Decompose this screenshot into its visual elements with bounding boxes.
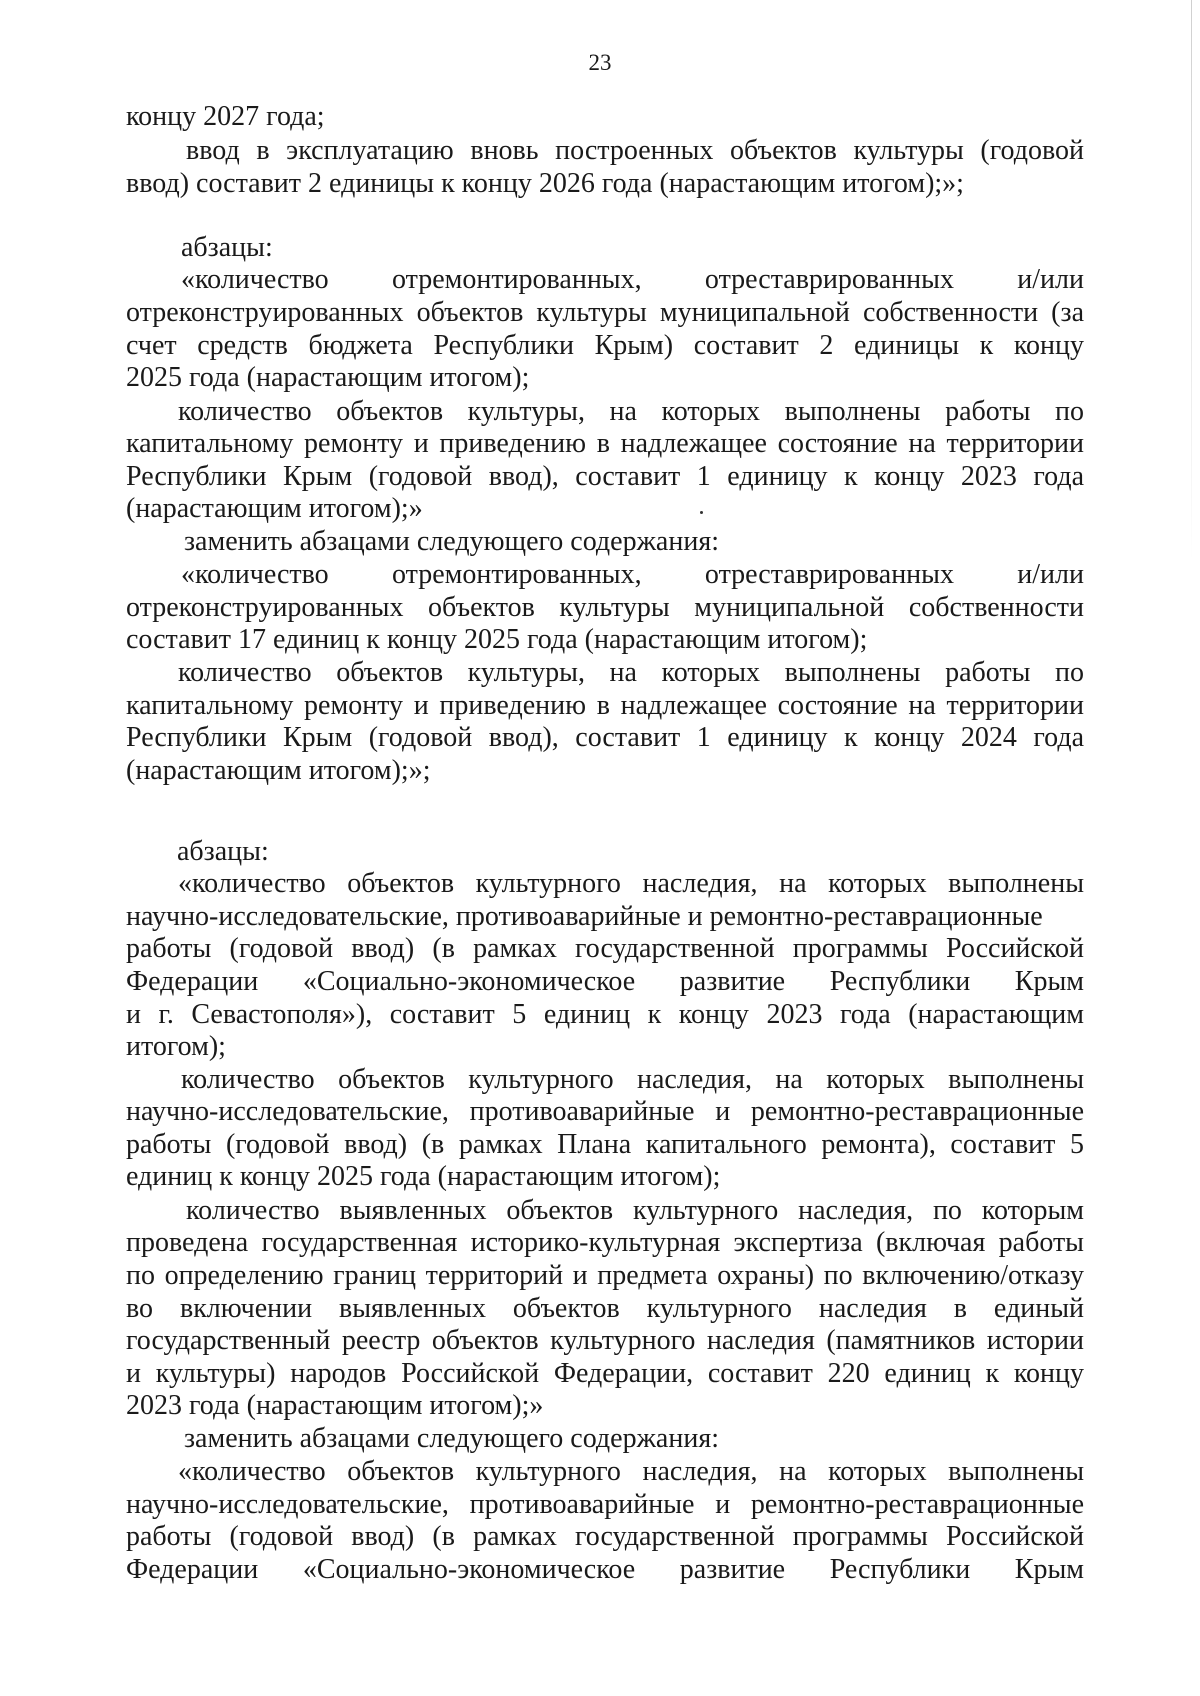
text-line: «количество объектов культурного наследия, на которых выполнены [178,1456,1084,1487]
text-line: государственный реестр объектов культурного наследия (памятников истории [126,1325,1084,1356]
scan-speck [700,511,703,514]
text-line: итогом); [126,1031,226,1062]
text-line: 2025 года (нарастающим итогом); [126,362,530,393]
text-line: работы (годовой ввод) (в рамках государственной программы Российской [126,933,1084,964]
text-line: (нарастающим итогом);»; [126,755,431,786]
text-line: заменить абзацами следующего содержания: [184,1423,719,1454]
text-line: капитальному ремонту и приведению в надлежащее состояние на территории [126,690,1084,721]
text-line: «количество отремонтированных, отреставрированных и/или [181,559,1084,590]
text-line: Федерации «Социально-экономическое развитие Республики Крым [126,1554,1084,1585]
text-line: ввод) составит 2 единицы к концу 2026 года (нарастающим итогом);»; [126,168,964,199]
text-line: «количество отремонтированных, отреставрированных и/или [181,264,1084,295]
text-line: проведена государственная историко-культурная экспертиза (включая работы [126,1227,1084,1258]
text-line: единиц к концу 2025 года (нарастающим итогом); [126,1161,721,1192]
text-line: отреконструированных объектов культуры муниципальной собственности (за [126,297,1084,328]
text-line: капитальному ремонту и приведению в надлежащее состояние на территории [126,428,1084,459]
text-line: количество объектов культуры, на которых выполнены работы по [178,396,1084,427]
text-line: научно-исследовательские, противоаварийные и ремонтно-реставрационные [126,901,1043,932]
page-number: 23 [588,50,612,75]
text-line: 2023 года (нарастающим итогом);» [126,1390,544,1421]
text-line: (нарастающим итогом);» [126,493,423,524]
text-line: абзацы: [177,836,269,867]
text-line: работы (годовой ввод) (в рамках государственной программы Российской [126,1521,1084,1552]
text-line: абзацы: [181,232,273,263]
text-line: и г. Севастополя»), составит 5 единиц к концу 2023 года (нарастающим [126,999,1084,1030]
text-line: счет средств бюджета Республики Крым) составит 2 единицы к концу [126,330,1084,361]
text-line: заменить абзацами следующего содержания: [184,526,719,557]
text-line: и культуры) народов Российской Федерации, составит 220 единиц к концу [126,1358,1084,1389]
text-line: Федерации «Социально-экономическое развитие Республики Крым [126,966,1084,997]
text-line: количество выявленных объектов культурного наследия, по которым [186,1195,1084,1226]
text-line: ввод в эксплуатацию вновь построенных объектов культуры (годовой [186,135,1084,166]
text-line: Республики Крым (годовой ввод), составит 1 единицу к концу 2023 года [126,461,1084,492]
text-line: работы (годовой ввод) (в рамках Плана капитального ремонта), составит 5 [126,1129,1084,1160]
scan-edge-line [1191,0,1192,560]
text-line: научно-исследовательские, противоаварийные и ремонтно-реставрационные [126,1096,1084,1127]
text-line: составит 17 единиц к концу 2025 года (нарастающим итогом); [126,624,868,655]
text-line: Республики Крым (годовой ввод), составит 1 единицу к концу 2024 года [126,722,1084,753]
text-line: по определению границ территорий и предмета охраны) по включению/отказу [126,1260,1084,1291]
text-line: количество объектов культурного наследия, на которых выполнены [181,1064,1084,1095]
text-line: «количество объектов культурного наследия, на которых выполнены [178,868,1084,899]
text-line: концу 2027 года; [126,101,325,132]
text-line: научно-исследовательские, противоаварийные и ремонтно-реставрационные [126,1489,1084,1520]
text-line: отреконструированных объектов культуры муниципальной собственности [126,592,1084,623]
text-line: во включении выявленных объектов культурного наследия в единый [126,1293,1084,1324]
text-line: количество объектов культуры, на которых выполнены работы по [178,657,1084,688]
